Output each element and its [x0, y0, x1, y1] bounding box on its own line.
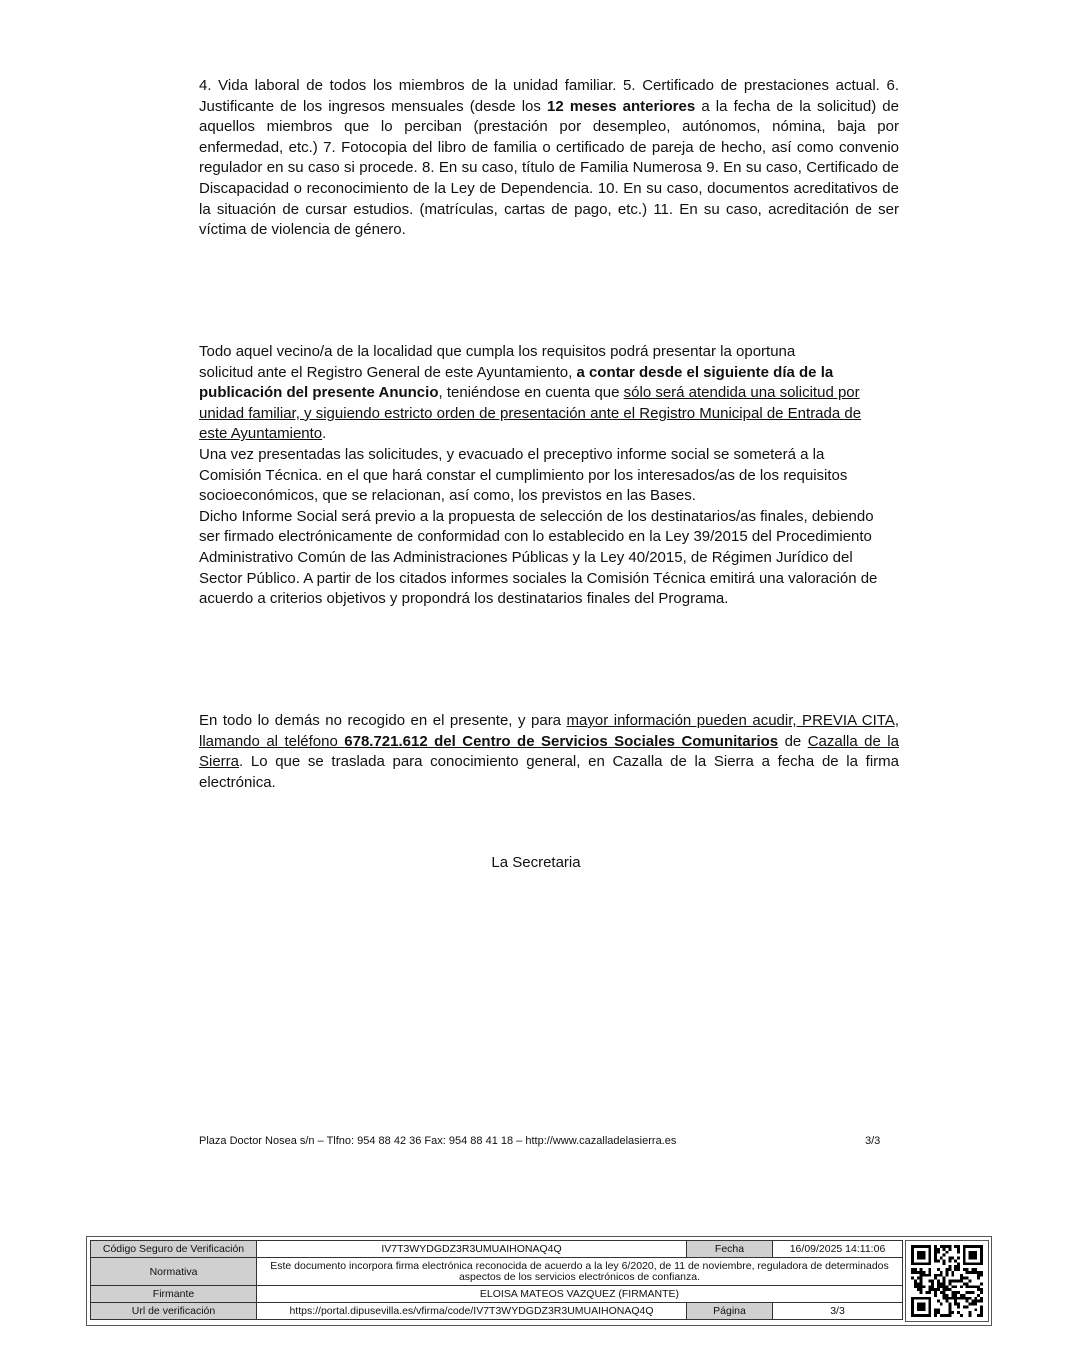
qr-code-icon [905, 1240, 989, 1322]
csv-label: Código Seguro de Verificación [91, 1241, 257, 1258]
csv-value: IV7T3WYDGDZ3R3UMUAIHONAQ4Q [257, 1241, 687, 1258]
information-underlined-b: Cazalla de la Sierra [199, 732, 899, 771]
submission-paragraph [199, 342, 889, 610]
requirements-text-b: a la fecha de la solicitud) de aquellos miembros que lo perciban (prestación por desempleo, autónomos, nómina, baja por enfermedad, etc.) 7. Fotocopia del libro de familia o certificado de pareja de hecho, así como convenio regulador en su caso si procede. 8. En su caso, título de Familia Numerosa 9. En su caso, Certificado de Discapacidad o reconocimiento de la Ley de Dependencia. 10. En su caso, documentos acreditativos de la situación de cursar estudios. (matrículas, cartas de pago, etc.) 11. En su caso, acreditación de ser víctima de violencia de género. [199, 97, 899, 239]
firmante-value: ELOISA MATEOS VAZQUEZ (FIRMANTE) [257, 1286, 903, 1303]
normativa-value: Este documento incorpora firma electrónica reconocida de acuerdo a la ley 6/2020, de 11 de noviembre, reguladora de determinados aspectos de los servicios electrónicos de confianza. [257, 1258, 903, 1286]
submission-text-b: , teniéndose en cuenta que [438, 384, 624, 402]
submission-underlined: sólo será atendida una solicitud por unidad familiar, y siguiendo estricto orden de presentación ante el Registro Municipal de Entrada de este Ayuntamiento [199, 384, 862, 443]
information-text-c: . Lo que se traslada para conocimiento general, en Cazalla de la Sierra a fecha de la firma electrónica. [199, 753, 899, 791]
information-text-b: de [778, 732, 808, 750]
pagina-value: 3/3 [773, 1303, 903, 1320]
information-phone: 678.721.612 del Centro de Servicios Sociales Comunitarios [344, 732, 779, 750]
requirements-paragraph [199, 76, 899, 241]
submission-report-text: Dicho Informe Social será previo a la propuesta de selección de los destinatarios/as finales, debiendo ser firmado electrónicamente de conformidad con lo establecido en la Ley 39/2015 del Procedimiento Administrativo Común de las Administraciones Públicas y la Ley 40/2015, de Régimen Jurídico del Sector Público. A partir de los citados informes sociales la Comisión Técnica emitirá una valoración de acuerdo a criterios objetivos y propondrá los destinatarios finales del Programa. [199, 507, 878, 608]
submission-bold-a: a contar desde el siguiente día de la [576, 363, 834, 381]
information-underlined-a: mayor información pueden acudir, PREVIA CITA, llamando al teléfono [199, 712, 899, 750]
footer-page-number: 3/3 [865, 1135, 881, 1147]
information-text-a: En todo lo demás no recogido en el presente, y para [199, 712, 567, 729]
submission-body [199, 363, 889, 445]
pagina-label: Página [687, 1303, 773, 1320]
submission-line-1: Todo aquel vecino/a de la localidad que cumpla los requisitos podrá presentar la oportuna [199, 343, 796, 360]
requirements-bold-months: 12 meses anteriores [547, 97, 696, 115]
qr-code-graphic [911, 1245, 983, 1317]
normativa-label: Normativa [91, 1258, 257, 1286]
footer-address: Plaza Doctor Nosea s/n – Tlfno: 954 88 42 36 Fax: 954 88 41 18 – http://www.cazalladelasierra.es [199, 1135, 677, 1147]
verification-box [86, 1236, 992, 1326]
fecha-value: 16/09/2025 14:11:06 [773, 1241, 903, 1258]
submission-bold-b: publicación del presente Anuncio [199, 384, 439, 402]
information-paragraph [199, 711, 899, 793]
submission-commission-text: Una vez presentadas las solicitudes, y evacuado el preceptivo informe social se someterá a la Comisión Técnica. en el que hará constar el cumplimiento por los interesados/as de los requisitos socioeconómicos, que se relacionan, así como, los previstos en las Bases. [199, 445, 848, 505]
fecha-label: Fecha [687, 1241, 773, 1258]
requirements-text-a: 4. Vida laboral de todos los miembros de la unidad familiar. 5. Certificado de prestaciones actual. 6. Justificante de los ingresos mensuales (desde los [199, 77, 899, 115]
url-label: Url de verificación [91, 1303, 257, 1320]
url-value[interactable]: https://portal.dipusevilla.es/vfirma/code/IV7T3WYDGDZ3R3UMUAIHONAQ4Q [257, 1303, 687, 1320]
signature-title: La Secretaria [491, 854, 581, 871]
submission-text-c: . [322, 425, 327, 443]
verification-table [90, 1240, 903, 1320]
submission-text-a: solicitud ante el Registro General de este Ayuntamiento, [199, 363, 577, 381]
firmante-label: Firmante [91, 1286, 257, 1303]
